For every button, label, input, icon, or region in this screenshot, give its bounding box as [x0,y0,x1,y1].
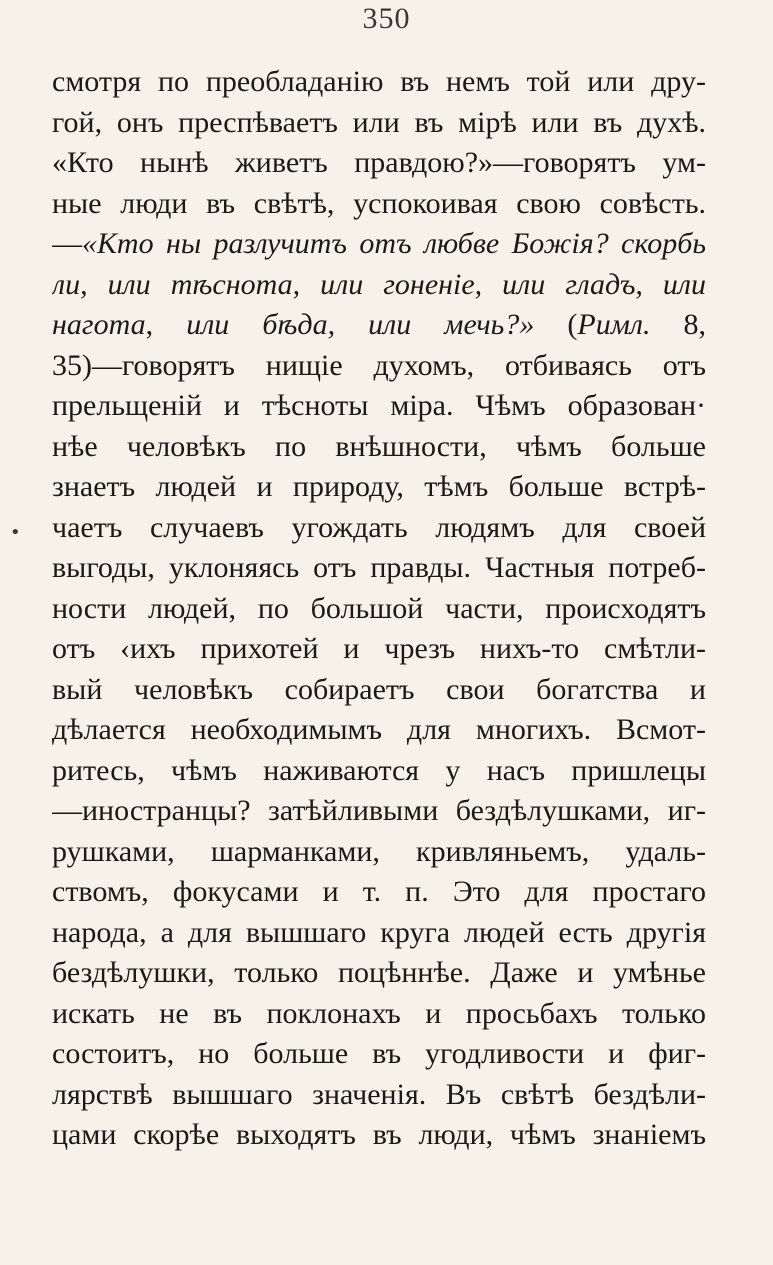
text-line [52,305,706,346]
text-run: знаетъ людей и природу, тѣмъ больше встрѣ- [52,470,706,503]
text-line [52,710,706,751]
text-run: , [145,308,187,341]
text-run: состоитъ, но больше въ угодливости и фиг- [52,1037,706,1070]
text-line [52,143,706,184]
text-run: ( [534,308,578,341]
text-run: ствомъ, фокусами и т. п. Это для простаго [52,875,706,908]
text-line [52,548,706,589]
text-run: искать не въ поклонахъ и просьбахъ только [52,996,706,1030]
text-line [52,103,706,144]
italic-text-run: Римл. [577,308,651,341]
text-run: народа, а для вышшаго круга людей есть другія [52,915,706,949]
text-run: ритесь, чѣмъ наживаются у насъ пришлецы [52,753,706,787]
body-text [52,62,706,1156]
italic-text-run: нагота [52,308,146,341]
text-line [52,589,706,630]
text-line [52,386,706,427]
text-line [52,224,706,265]
text-run: цами скорѣе выходятъ въ люди, чѣмъ знаніемъ [52,1118,706,1151]
text-line [52,670,706,711]
text-line [52,508,706,549]
text-line [52,913,706,954]
text-line [52,1034,706,1075]
text-line [52,832,706,873]
text-run: вый человѣкъ собираетъ свои богатства и [52,672,706,706]
text-run: бездѣлушки, только поцѣннѣе. Даже и умѣнье [52,956,706,989]
text-run: 8, [650,308,706,341]
text-run: выгоды, уклоняясь отъ правды. Частныя потреб- [52,551,706,584]
text-run: 35)—говорятъ нищіе духомъ, отбиваясь отъ [52,348,706,382]
text-run: —иностранцы? затѣйливыми бездѣлушками, иг- [52,794,706,827]
italic-text-run: ли, или тѣснота, или гоненіе, или гладъ, или [52,267,706,301]
text-line [52,427,706,468]
text-run: рушками, шарманками, кривляньемъ, удаль- [52,834,706,868]
text-run: нѣе человѣкъ по внѣшности, чѣмъ больше [52,429,706,463]
text-run: прельщеній и тѣсноты міра. Чѣмъ образован· [52,389,706,422]
text-line [52,953,706,994]
text-line [52,265,706,306]
italic-text-run: «Кто ны разлучитъ отъ любве Божія? скорбь [82,227,706,260]
text-run: гой, онъ преспѣваетъ или въ мірѣ или въ духѣ. [52,105,706,139]
text-run: ности людей, по большой части, происходятъ [52,591,706,625]
text-line [52,629,706,670]
page-number: 350 [362,2,411,35]
text-line [52,346,706,387]
text-run: — [52,227,82,260]
text-line [52,1075,706,1116]
text-run: смотря по преобладанію въ немъ той или дру- [52,65,706,98]
text-run: дѣлается необходимымъ для многихъ. Всмот- [52,713,706,746]
text-line [52,467,706,508]
text-run: лярствѣ вышшаго значенія. Въ свѣтѣ бездѣли- [52,1077,706,1111]
text-line [52,1115,706,1156]
text-line [52,872,706,913]
text-run: ные люди въ свѣтѣ, успокоивая свою совѣсть. [52,186,706,220]
text-line [52,184,706,225]
text-line [52,791,706,832]
text-line [52,751,706,792]
text-line [52,62,706,103]
text-run: отъ ‹ихъ прихотей и чрезъ нихъ-то смѣтли- [52,632,706,665]
text-run: «Кто нынѣ живетъ правдою?»—говорятъ ум- [52,146,706,179]
italic-text-run: или бѣда, или мечь?» [186,308,535,341]
text-line [52,994,706,1035]
margin-mark: • [10,522,21,543]
text-run: чаетъ случаевъ угождать людямъ для своей [52,510,706,544]
